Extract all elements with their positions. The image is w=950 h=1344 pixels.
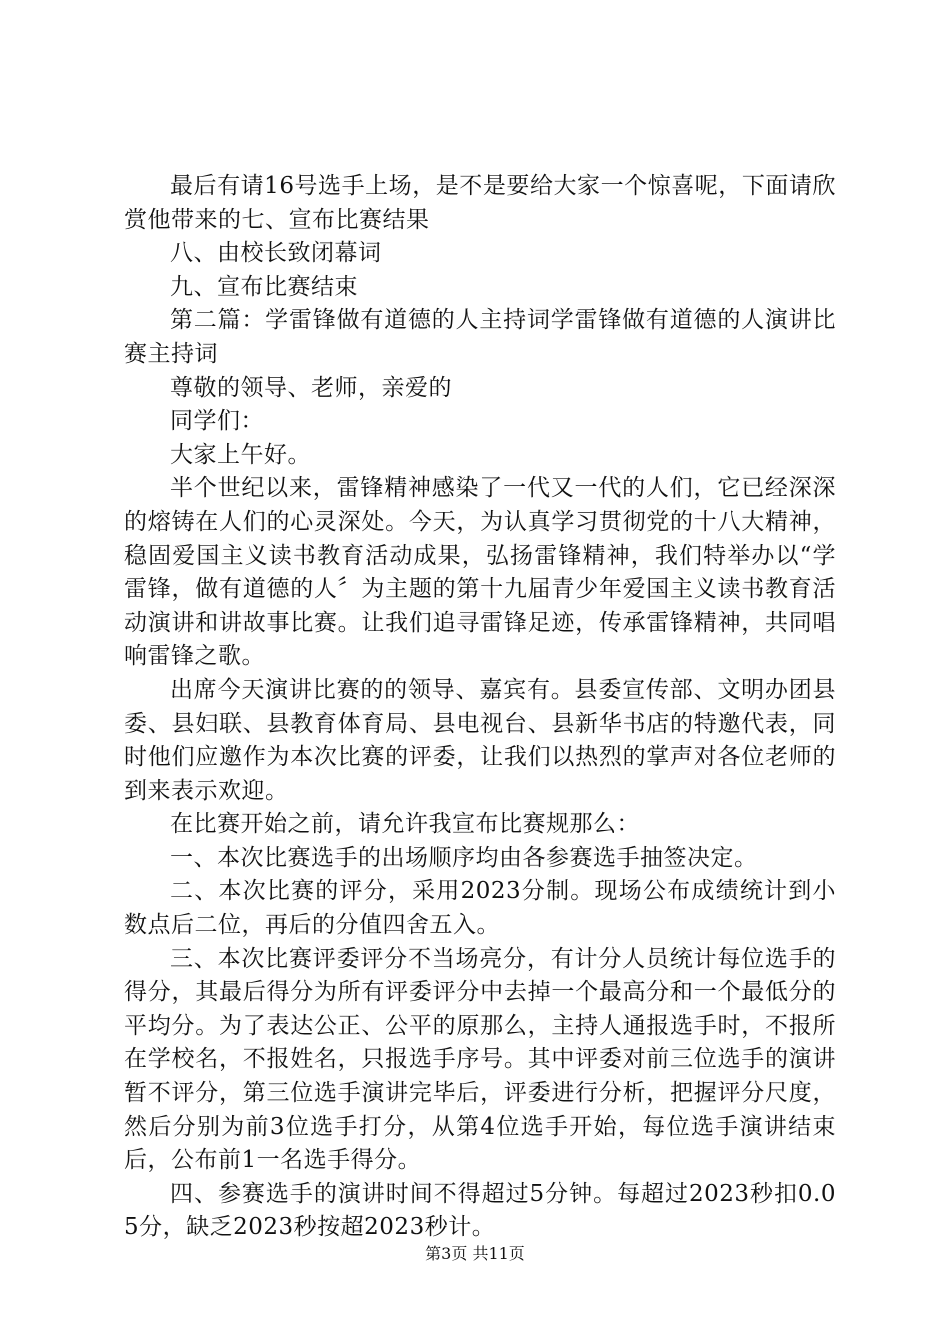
paragraph: 半个世纪以来，雷锋精神感染了一代又一代的人们，它已经深深的熔铸在人们的心灵深处。今天，为认真学习贯彻党的十八大精神，稳固爱国主义读书教育活动成果，弘扬雷锋精神，我们特举办以“学雷锋，做有道德的人〞为主题的第十九届青少年爱国主义读书教育活动演讲和讲故事比赛。让我们追寻雷锋足迹，传承雷锋精神，共同唱响雷锋之歌。 xyxy=(124,475,836,670)
paragraph: 大家上午好。 xyxy=(170,441,311,468)
document-body xyxy=(124,170,836,1245)
rule-item: 三、本次比赛评委评分不当场亮分，有计分人员统计每位选手的得分，其最后得分为所有评委评分中去掉一个最高分和一个最低分的平均分。为了表达公正、公平的原那么，主持人通报选手时，不报所在学校名，不报姓名，只报选手序号。其中评委对前三位选手的演讲暂不评分，第三位选手演讲完毕后，评委进行分析，把握评分尺度，然后分别为前3位选手打分，从第4位选手开始，每位选手演讲结束后，公布前1一名选手得分。 xyxy=(124,945,836,1174)
paragraph: 八、由校长致闭幕词 xyxy=(170,240,382,267)
paragraph: 最后有请16号选手上场，是不是要给大家一个惊喜呢，下面请欣赏他带来的七、宣布比赛结果 xyxy=(124,173,836,233)
rule-item: 四、参赛选手的演讲时间不得超过5分钟。每超过2023秒扣0.05分，缺乏2023秒按超2023秒计。 xyxy=(124,1180,836,1241)
paragraph: 尊敬的领导、老师，亲爱的 xyxy=(170,374,452,401)
paragraph: 在比赛开始之前，请允许我宣布比赛规那么： xyxy=(170,811,640,838)
paragraph: 同学们： xyxy=(170,408,264,435)
section-heading: 第二篇：学雷锋做有道德的人主持词学雷锋做有道德的人演讲比赛主持词 xyxy=(124,307,836,367)
rule-item: 一、本次比赛选手的出场顺序均由各参赛选手抽签决定。 xyxy=(170,844,758,871)
page-footer: 第3页 共11页 xyxy=(425,1244,525,1263)
paragraph: 九、宣布比赛结束 xyxy=(170,273,358,300)
rule-item: 二、本次比赛的评分，采用2023分制。现场公布成绩统计到小数点后二位，再后的分值四舍五入。 xyxy=(124,878,836,939)
paragraph: 出席今天演讲比赛的的领导、嘉宾有。县委宣传部、文明办团县委、县妇联、县教育体育局、县电视台、县新华书店的特邀代表，同时他们应邀作为本次比赛的评委，让我们以热烈的掌声对各位老师的到来表示欢迎。 xyxy=(124,676,836,804)
